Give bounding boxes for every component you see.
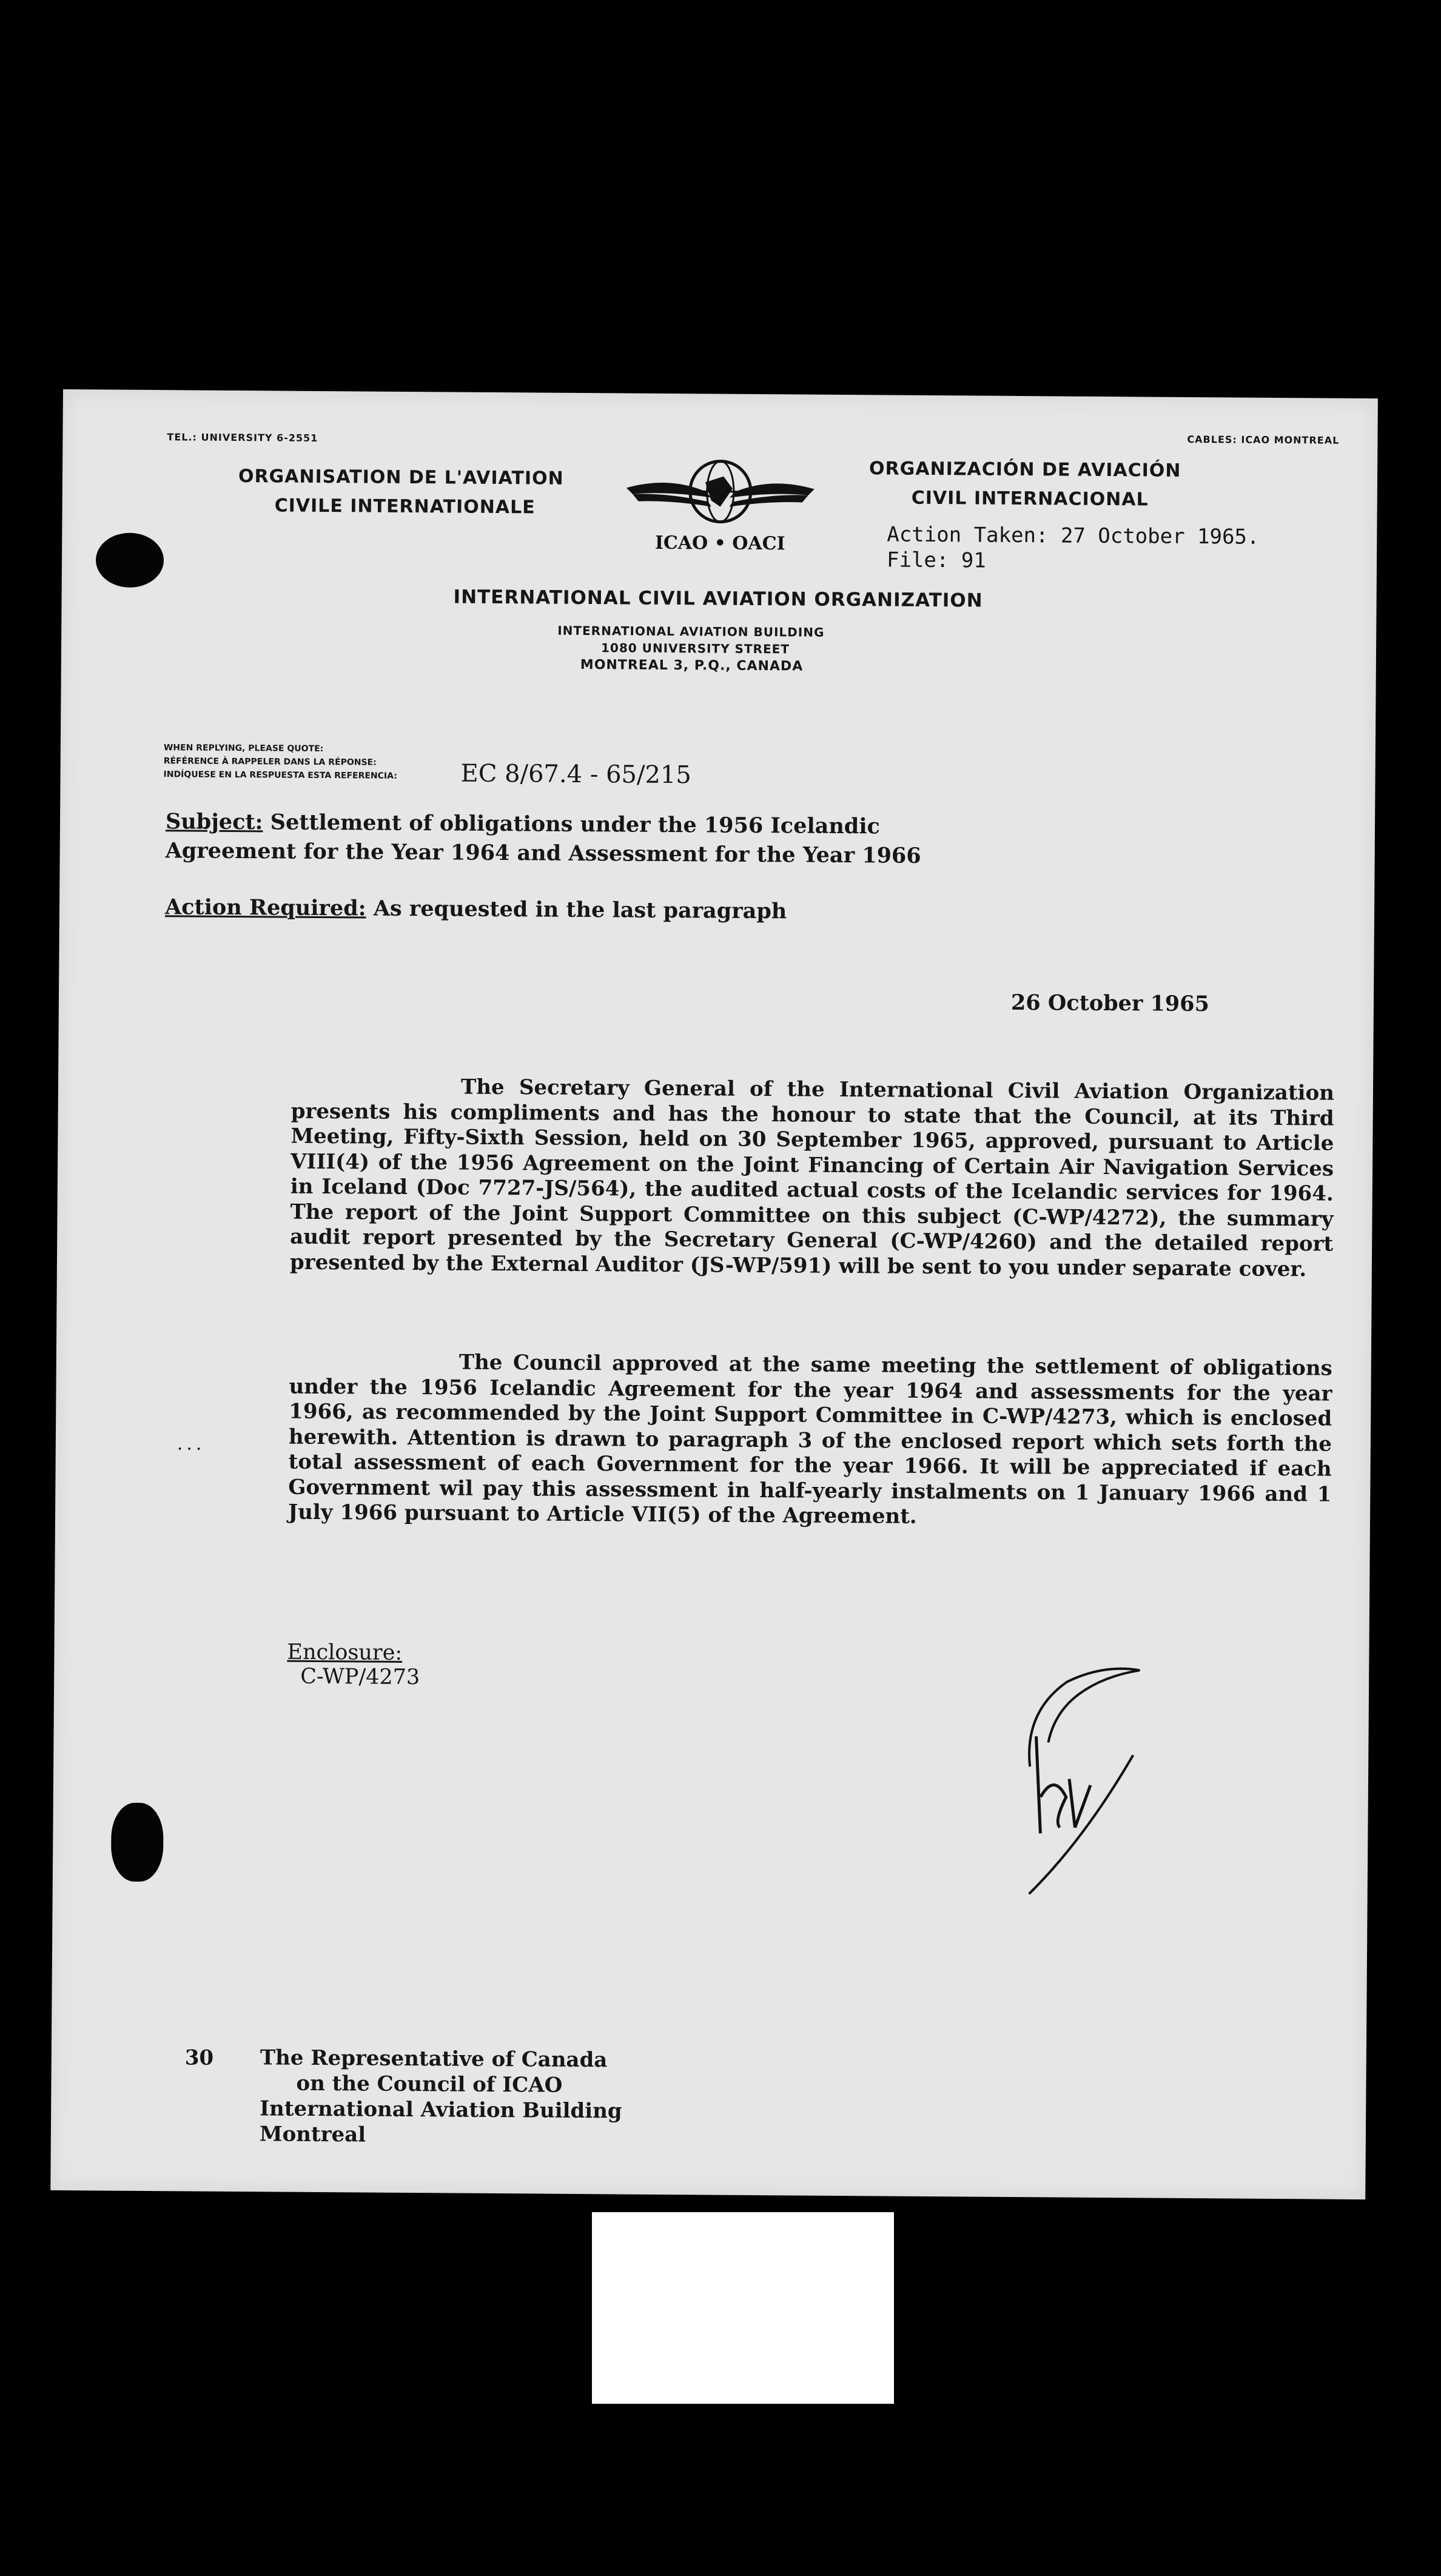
action-required-text: As requested in the last paragraph bbox=[373, 896, 787, 924]
paragraph-1-text: The Secretary General of the International Civil Aviation Organization presents his compliments and has the honour to state that the Council, at its Third Meeting, Fifty-Sixth Session, held on 30 September 1965, approved, pursuant to Article VIII(4) of the 1956 Agreement on the Joint Financing of Certain Air Navigation Services in Iceland (Doc 7727-JS/564), the audited actual costs of the Icelandic services for 1964. The report of the Joint Support Committee on this subject (C-WP/4272), the summary audit report presented by the Secretary General (C-WP/4260) and the detailed report presented by the External Auditor (JS-WP/591) will be sent to you under separate cover. bbox=[289, 1075, 1335, 1281]
letter-page bbox=[50, 389, 1378, 2199]
subject-label: Subject: bbox=[165, 809, 263, 835]
margin-mark: ... bbox=[176, 1433, 206, 1455]
recipient-number: 30 bbox=[184, 2045, 214, 2070]
paragraph-2-text: The Council approved at the same meeting the settlement of obligations under the 1956 Icelandic Agreement for the year 1964 and assessments for the year 1966, as recommended by the Joint Support Committee in C-WP/4273, which is enclosed herewith. Attention is drawn to paragraph 3 of the enclosed report which sets forth the total assessment of each Government for the year 1966. It will be appreciated if each Government wil pay this assessment in half-yearly instalments on 1 January 1966 and 1 July 1966 pursuant to Article VII(5) of the Agreement. bbox=[287, 1350, 1332, 1529]
recipient-line1: The Representative of Canada bbox=[260, 2045, 608, 2073]
action-required-label: Action Required: bbox=[164, 894, 366, 921]
recipient-address bbox=[260, 2045, 623, 2149]
punch-hole-bottom bbox=[111, 1803, 164, 1882]
recipient-line4: Montreal bbox=[259, 2122, 366, 2147]
reply-instruction-es: INDÍQUESE EN LA RESPUESTA ESTA REFERENCIA: bbox=[163, 770, 397, 781]
address-line2: 1080 UNIVERSITY STREET bbox=[600, 640, 790, 657]
blank-card bbox=[592, 2212, 894, 2404]
logo-text: ICAO • OACI bbox=[654, 532, 785, 555]
punch-hole-top bbox=[96, 532, 164, 588]
enclosure-item: C-WP/4273 bbox=[300, 1664, 420, 1690]
cables-address: CABLES: ICAO MONTREAL bbox=[1187, 433, 1340, 446]
reply-instruction-en: WHEN REPLYING, PLEASE QUOTE: bbox=[163, 743, 324, 754]
action-taken-note: Action Taken: 27 October 1965. bbox=[887, 522, 1260, 549]
recipient-line2: on the Council of ICAO bbox=[296, 2071, 563, 2098]
spanish-name-line2: CIVIL INTERNACIONAL bbox=[911, 487, 1149, 511]
enclosure-label: Enclosure: bbox=[287, 1640, 403, 1665]
body-paragraph-1 bbox=[290, 1074, 1334, 1283]
address-line1: INTERNATIONAL AVIATION BUILDING bbox=[557, 623, 825, 640]
french-name-line2: CIVILE INTERNATIONALE bbox=[274, 495, 536, 518]
reply-instruction-fr: RÉFÉRENCE À RAPPELER DANS LA RÉPONSE: bbox=[163, 756, 377, 768]
telephone: TEL.: UNIVERSITY 6-2551 bbox=[167, 431, 318, 444]
spanish-name-line1: ORGANIZACIÓN DE AVIACIÓN bbox=[868, 458, 1181, 481]
recipient-line3: International Aviation Building bbox=[260, 2096, 622, 2124]
letter-date: 26 October 1965 bbox=[1010, 990, 1210, 1017]
icao-logo bbox=[620, 433, 821, 555]
body-paragraph-2 bbox=[288, 1349, 1332, 1533]
french-name-line1: ORGANISATION DE L'AVIATION bbox=[238, 466, 564, 489]
address-line3: MONTREAL 3, P.Q., CANADA bbox=[580, 657, 804, 674]
subject-block bbox=[166, 807, 955, 871]
organization-name: INTERNATIONAL CIVIL AVIATION ORGANIZATION bbox=[453, 586, 983, 612]
action-required bbox=[165, 894, 787, 924]
signature bbox=[1011, 1645, 1195, 1907]
reference-number: EC 8/67.4 - 65/215 bbox=[460, 759, 691, 790]
file-note: File: 91 bbox=[886, 548, 986, 573]
subject-text: Settlement of obligations under the 1956 Icelandic Agreement for the Year 1964 and Assessment for the Year 1966 bbox=[165, 810, 921, 868]
